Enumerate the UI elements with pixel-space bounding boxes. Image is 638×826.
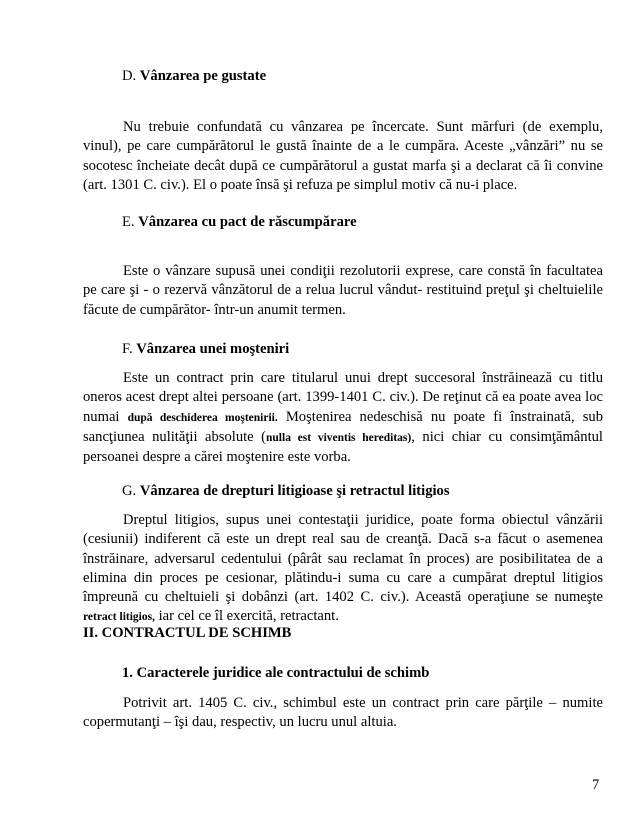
section-f-title: Vânzarea unei moşteniri [136,341,290,357]
section-d-text: Nu trebuie confundată cu vânzarea pe încercate. Sunt mărfuri (de exemplu, vinul), pe care cumpărătorul le gustă înainte de a le cumpăra. Aceste „vânzări” nu se socotesc încheiate decât după ce cumpărătorul a gustat marfa şi a declarat că îi convine (art. 1301 C. civ.). El o poate însă şi refuza pe simplul motiv că nu-i place. [83,119,603,193]
section-g-bold-1: retract litigios, [83,611,155,624]
section-f-bold-2: nulla est viventis hereditas) [266,431,412,444]
subsection-title: 1. Caracterele juridice ale contractului de schimb [122,665,430,681]
section-f-text-1: Este un contract prin care titularul unui drept succesoral înstrăinează cu titlu oneros acest drept altei persoane (art. 1399-1401 C. civ.). De reţinut că ea poate avea loc numai [83,370,603,425]
chapter-title: II. CONTRACTUL DE SCHIMB [83,625,292,641]
section-f-text-3: , nici chiar cu consimţământul persoanei despre a cărei moştenire este vorba. [83,428,603,466]
section-d-title: Vânzarea pe gustate [139,68,267,84]
section-d-heading [122,67,266,85]
section-f-bold-1: după deschiderea moştenirii. [127,411,278,424]
section-f-letter: F. [122,341,133,357]
section-g-heading [122,482,450,500]
section-f-text-2: Moştenirea nedeschisă nu poate fi înstrainată, sub sancţiunea nulităţii absolute ( [83,408,603,445]
section-e-title: Vânzarea cu pact de răscumpărare [138,214,357,230]
chapter-paragraph [83,694,603,733]
section-g-text-1: Dreptul litigios, supus unei contestaţii juridice, poate forma obiectul vânzării (cesiunii) indiferent că este un drept real sau de creanţă. Dacă s-a făcut o asemenea înstrăinare, adversarul cedentului (pârât sau reclamat în proces) are posibilitatea de a elimina din proces pe cesionar, plătindu-i suma cu care a cumpărat dreptul litigios împreună cu cheltuieli şi dobânzi (art. 1402 C. civ.). Această operaţiune se numeşte [83,512,603,606]
section-e-heading [122,213,357,231]
section-g-text-2: iar cel ce îl exercită, retractant. [154,608,339,625]
section-e-text: Este o vânzare supusă unei condiţii rezolutorii exprese, care constă în facultatea pe care şi - o rezervă vânzătorul de a relua lucrul vândut- restituind preţul şi cheltuielile făcute de cumpărător- într-un anumit termen. [83,263,603,318]
section-d-paragraph [83,118,603,195]
section-f-paragraph [83,369,603,467]
chapter-text: Potrivit art. 1405 C. civ., schimbul este un contract prin care părţile – numite copermutanţi – îşi dau, respectiv, un lucru unul altuia. [83,695,603,731]
section-d-letter: D. [122,68,137,84]
section-e-paragraph [83,262,603,320]
section-f-heading [122,340,289,358]
page-number: 7 [592,777,600,793]
section-g-title: Vânzarea de drepturi litigioase şi retractul litigios [139,483,450,499]
section-g-paragraph [83,511,603,628]
section-e-letter: E. [122,214,135,230]
section-g-letter: G. [122,483,137,499]
